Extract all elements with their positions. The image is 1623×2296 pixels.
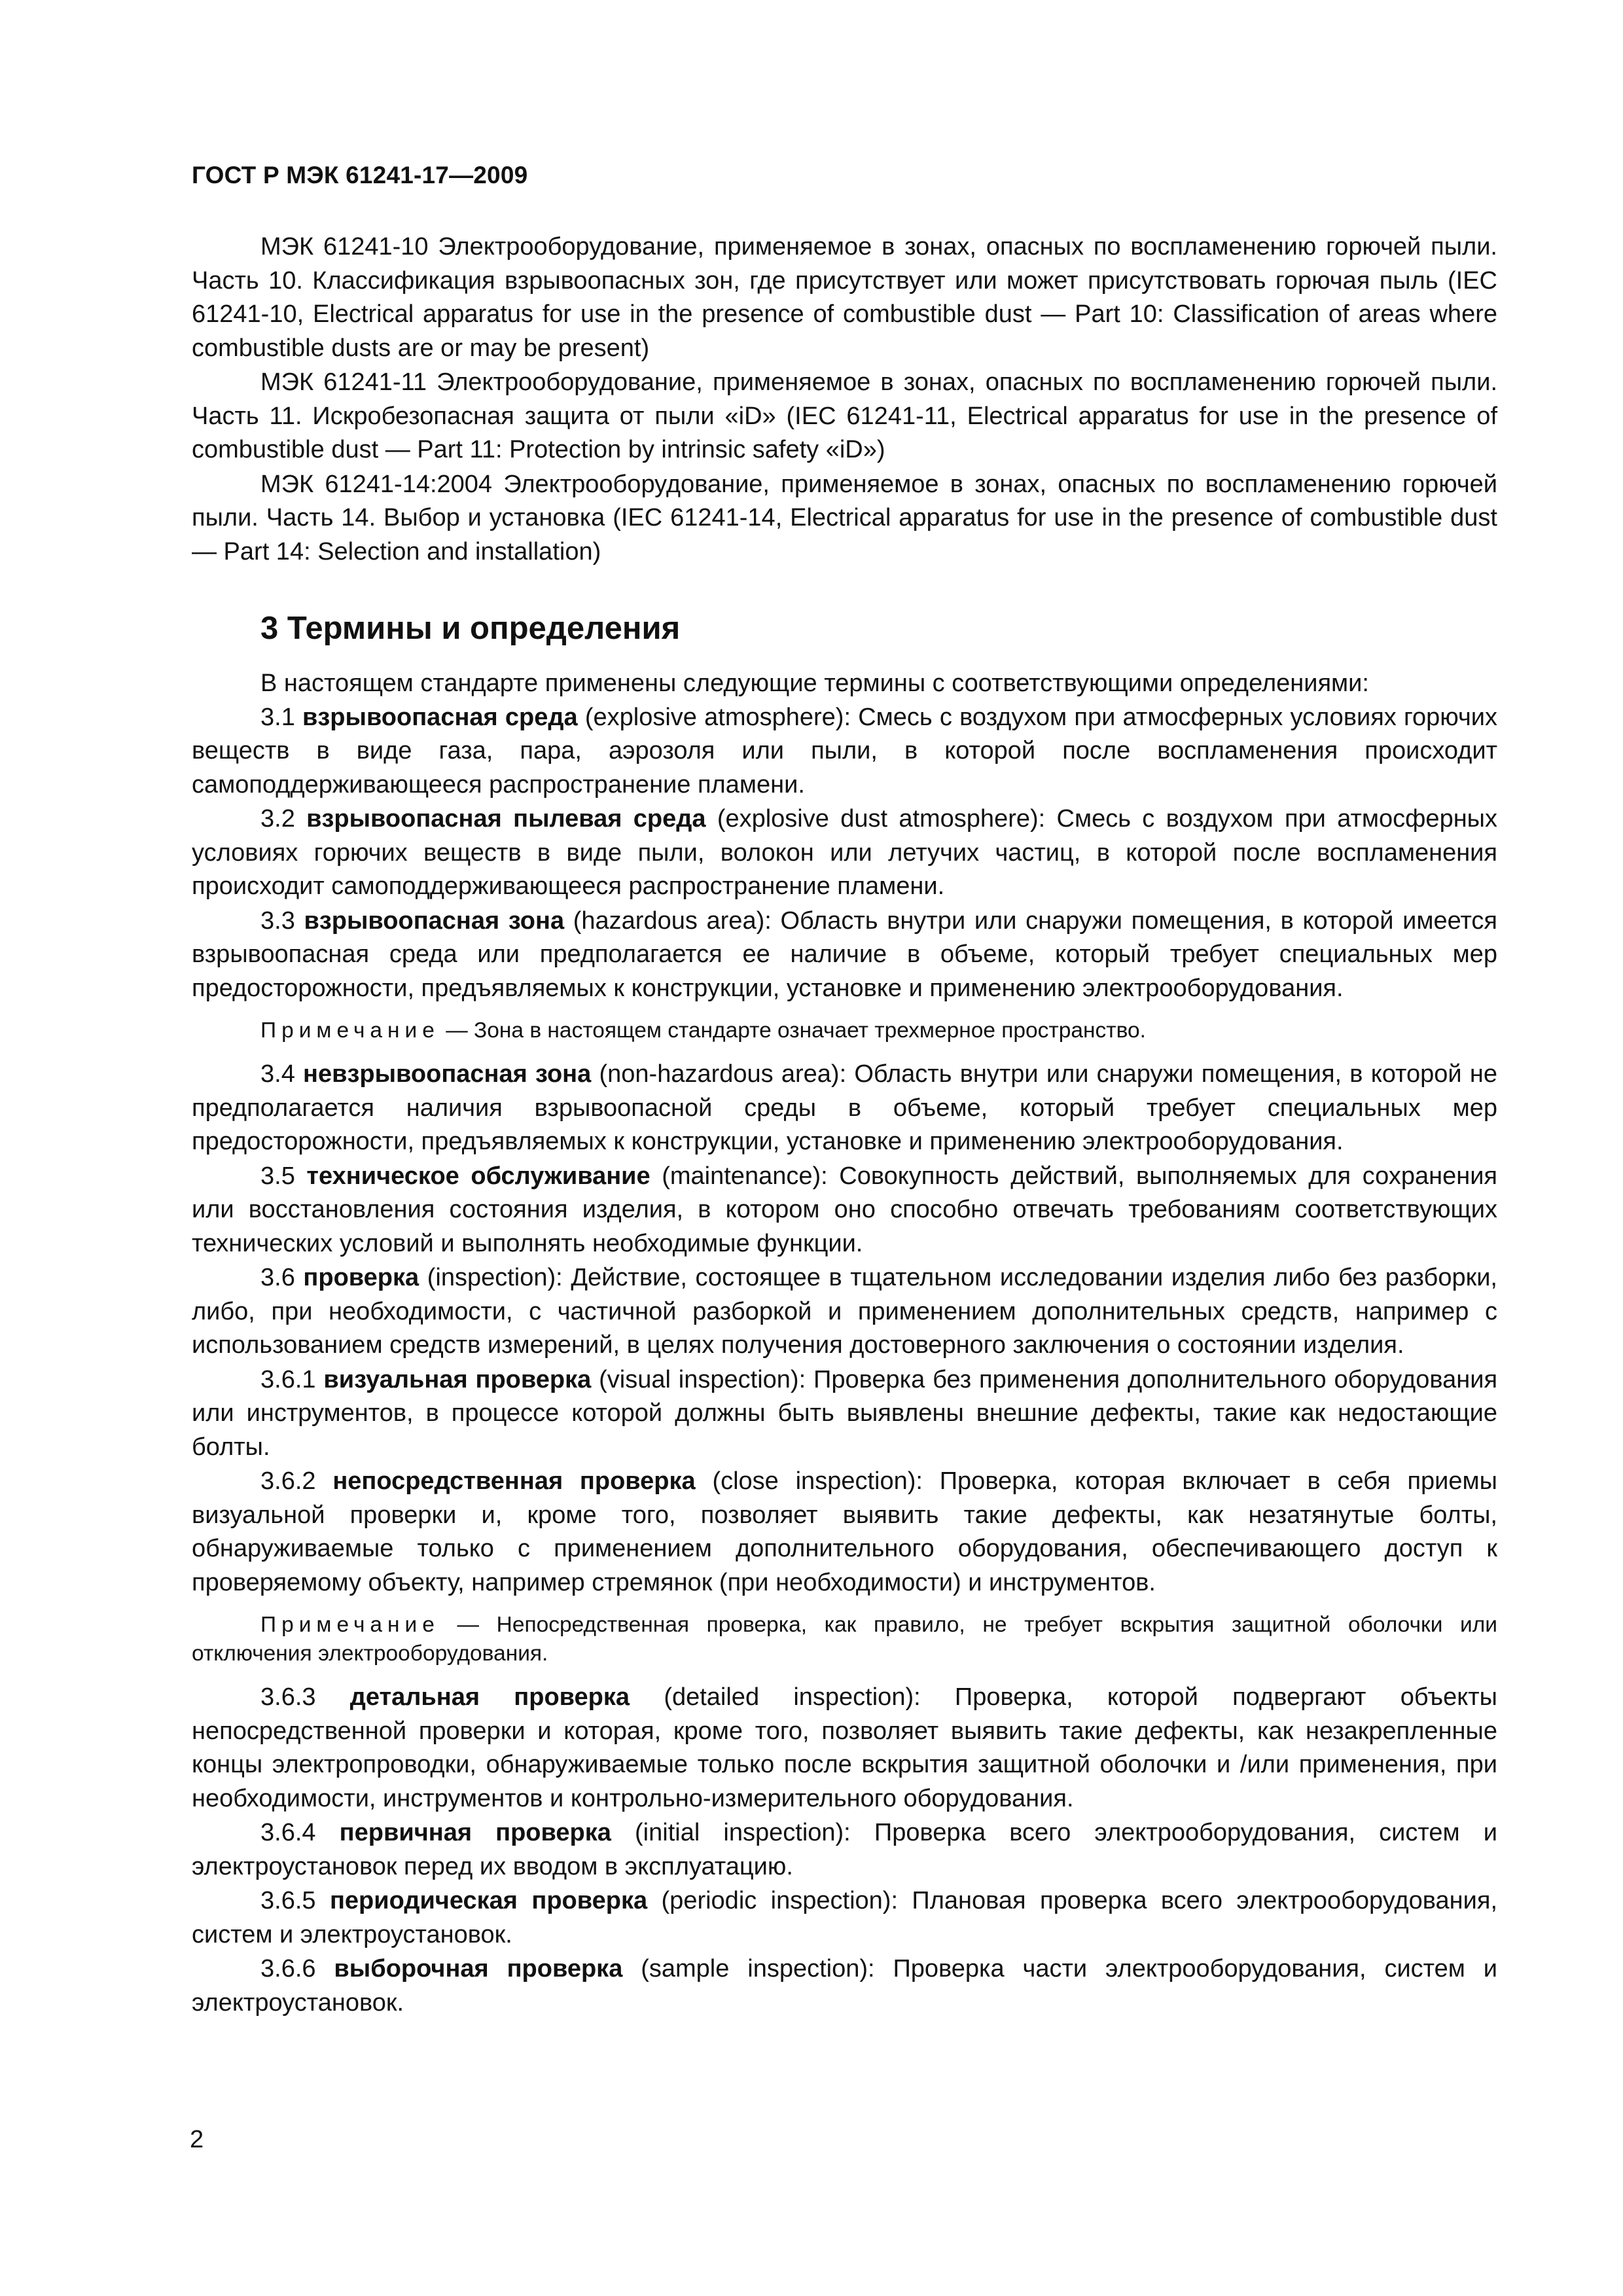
term-definition: (periodic inspection): Плановая проверка всего электрооборудования, систем и электроустановок.: [192, 1887, 1497, 1948]
term-3-6: [192, 1261, 1497, 1363]
page-content: [192, 230, 1497, 2020]
term-number: 3.3: [260, 906, 295, 935]
reference-61241-11: МЭК 61241-11 Электрооборудование, применяемое в зонах, опасных по воспламенению горючей пыли. Часть 11. Искробезопасная защита от пыли «iD» (IEC 61241-11, Electrical apparatus for use in the presence of combustible dust — Part 11: Protection by intrinsic safety «iD»): [192, 368, 1497, 463]
reference-61241-14: МЭК 61241-14:2004 Электрооборудование, применяемое в зонах, опасных по воспламенению горючей пыли. Часть 14. Выбор и установка (IEC 61241-14, Electrical apparatus for use in the presence of combustible dust — Part 14: Selection and installation): [192, 470, 1497, 565]
term-name: техническое обслуживание: [306, 1162, 651, 1190]
term-name: непосредственная проверка: [332, 1467, 696, 1495]
term-name: выборочная проверка: [334, 1955, 623, 1982]
term-definition: (inspection): Действие, состоящее в тщательном исследовании изделия либо без разборки, либо, при необходимости, с частичной разборкой и применением дополнительных средств, например с использованием средств измерений, в целях получения достоверного заключения о состоянии изделия.: [192, 1264, 1497, 1359]
term-definition: (initial inspection): Проверка всего электрооборудования, систем и электроустановок перед их вводом в эксплуатацию.: [192, 1819, 1497, 1880]
note-label: Примечание: [260, 1613, 440, 1637]
term-number: 3.4: [260, 1060, 295, 1088]
term-name: взрывоопасная зона: [304, 906, 565, 935]
term-number: 3.6.6: [260, 1955, 316, 1982]
term-3-4: [192, 1058, 1497, 1159]
note-text: — Зона в настоящем стандарте означает трехмерное пространство.: [446, 1018, 1146, 1043]
term-definition: (maintenance): Совокупность действий, выполняемых для сохранения или восстановления состояния изделия, в котором оно способно отвечать требованиям соответствующих технических условий и выполнять необходимые функции.: [192, 1162, 1498, 1257]
page-number: 2: [190, 2126, 204, 2153]
term-3-6-1: [192, 1363, 1497, 1465]
term-3-5: [192, 1160, 1497, 1261]
term-number: 3.6.3: [260, 1683, 316, 1711]
term-number: 3.6: [260, 1264, 295, 1291]
term-3-6-4: [192, 1816, 1497, 1884]
term-definition: (visual inspection): Проверка без применения дополнительного оборудования или инструментов, в процессе которой должны быть выявлены внешние дефекты, такие как недостающие болты.: [192, 1365, 1498, 1461]
term-number: 3.6.5: [260, 1887, 316, 1914]
term-3-6-3: [192, 1681, 1497, 1816]
note-text: — Непосредственная проверка, как правило, не требует вскрытия защитной оболочки или отключения электрооборудования.: [192, 1613, 1497, 1666]
term-definition: (close inspection): Проверка, которая включает в себя приемы визуальной проверки и, кроме того, позволяет выявить такие дефекты, как незатянутые болты, обнаруживаемые только с применением дополнительного оборудования, обеспечивающего доступ к проверяемому объекту, например стремянок (при необходимости) и инструментов.: [192, 1467, 1497, 1596]
term-name: детальная проверка: [349, 1683, 630, 1711]
reference-61241-10: МЭК 61241-10 Электрооборудование, применяемое в зонах, опасных по воспламенению горючей пыли. Часть 10. Классификация взрывоопасных зон, где присутствует или может присутствовать горючая пыль (IEC 61241-10, Electrical apparatus for use in the presence of combustible dust — Part 10: Classification of areas where combustible dusts are or may be present): [192, 233, 1497, 362]
term-definition: (non-hazardous area): Область внутри или снаружи помещения, в которой не предполагается наличия взрывоопасной среды в объеме, который требует специальных мер предосторожности, предъявляемых к конструкции, установке и применению электрооборудования.: [192, 1060, 1497, 1155]
term-3-2: [192, 802, 1497, 904]
document-header: ГОСТ Р МЭК 61241-17—2009: [192, 162, 528, 188]
term-definition: (sample inspection): Проверка части электрооборудования, систем и электроустановок.: [192, 1955, 1498, 2017]
term-name: периодическая проверка: [329, 1887, 648, 1914]
term-3-6-5: [192, 1884, 1497, 1952]
term-number: 3.1: [260, 703, 295, 731]
term-definition: (hazardous area): Область внутри или снаружи помещения, в которой имеется взрывоопасная среда или предполагается ее наличие в объеме, который требует специальных мер предосторожности, предъявляемых к конструкции, установке и применению электрооборудования.: [192, 906, 1498, 1002]
term-name: взрывоопасная среда: [302, 703, 578, 731]
term-name: взрывоопасная пылевая среда: [306, 805, 706, 833]
term-name: невзрывоопасная зона: [303, 1060, 592, 1088]
term-definition: (explosive atmosphere): Смесь с воздухом при атмосферных условиях горючих веществ в виде газа, пара, аэрозоля или пыли, в которой после воспламенения происходит самоподдерживающееся распространение пламени.: [192, 703, 1497, 798]
note-label: Примечание: [260, 1018, 440, 1043]
term-3-1: [192, 701, 1497, 802]
term-number: 3.2: [260, 805, 295, 833]
term-number: 3.6.1: [260, 1365, 316, 1393]
term-number: 3.5: [260, 1162, 295, 1190]
term-name: визуальная проверка: [323, 1365, 592, 1393]
term-definition: (detailed inspection): Проверка, которой подвергают объекты непосредственной проверки и которая, кроме того, позволяет выявить такие дефекты, как незакрепленные концы электропроводки, обнаруживаемые только после вскрытия защитной оболочки и /или применения, при необходимости, инструментов и контрольно-измерительного оборудования.: [192, 1683, 1497, 1812]
term-name: первичная проверка: [339, 1819, 611, 1846]
term-number: 3.6.4: [260, 1819, 316, 1846]
section-intro: В настоящем стандарте применены следующие термины с соответствующими определениями:: [260, 670, 1369, 697]
note-zone: [192, 1016, 1497, 1045]
term-definition: (explosive dust atmosphere): Смесь с воздухом при атмосферных условиях горючих веществ в виде пыли, волокон или летучих частиц, в которой после воспламенения происходит самоподдерживающееся распространение пламени.: [192, 805, 1497, 900]
term-3-3: [192, 905, 1497, 1006]
section-title: 3 Термины и определения: [260, 611, 681, 646]
term-name: проверка: [303, 1264, 419, 1291]
note-close-inspection: [192, 1611, 1497, 1668]
term-3-6-6: [192, 1952, 1497, 2020]
term-3-6-2: [192, 1465, 1497, 1600]
term-number: 3.6.2: [260, 1467, 316, 1495]
